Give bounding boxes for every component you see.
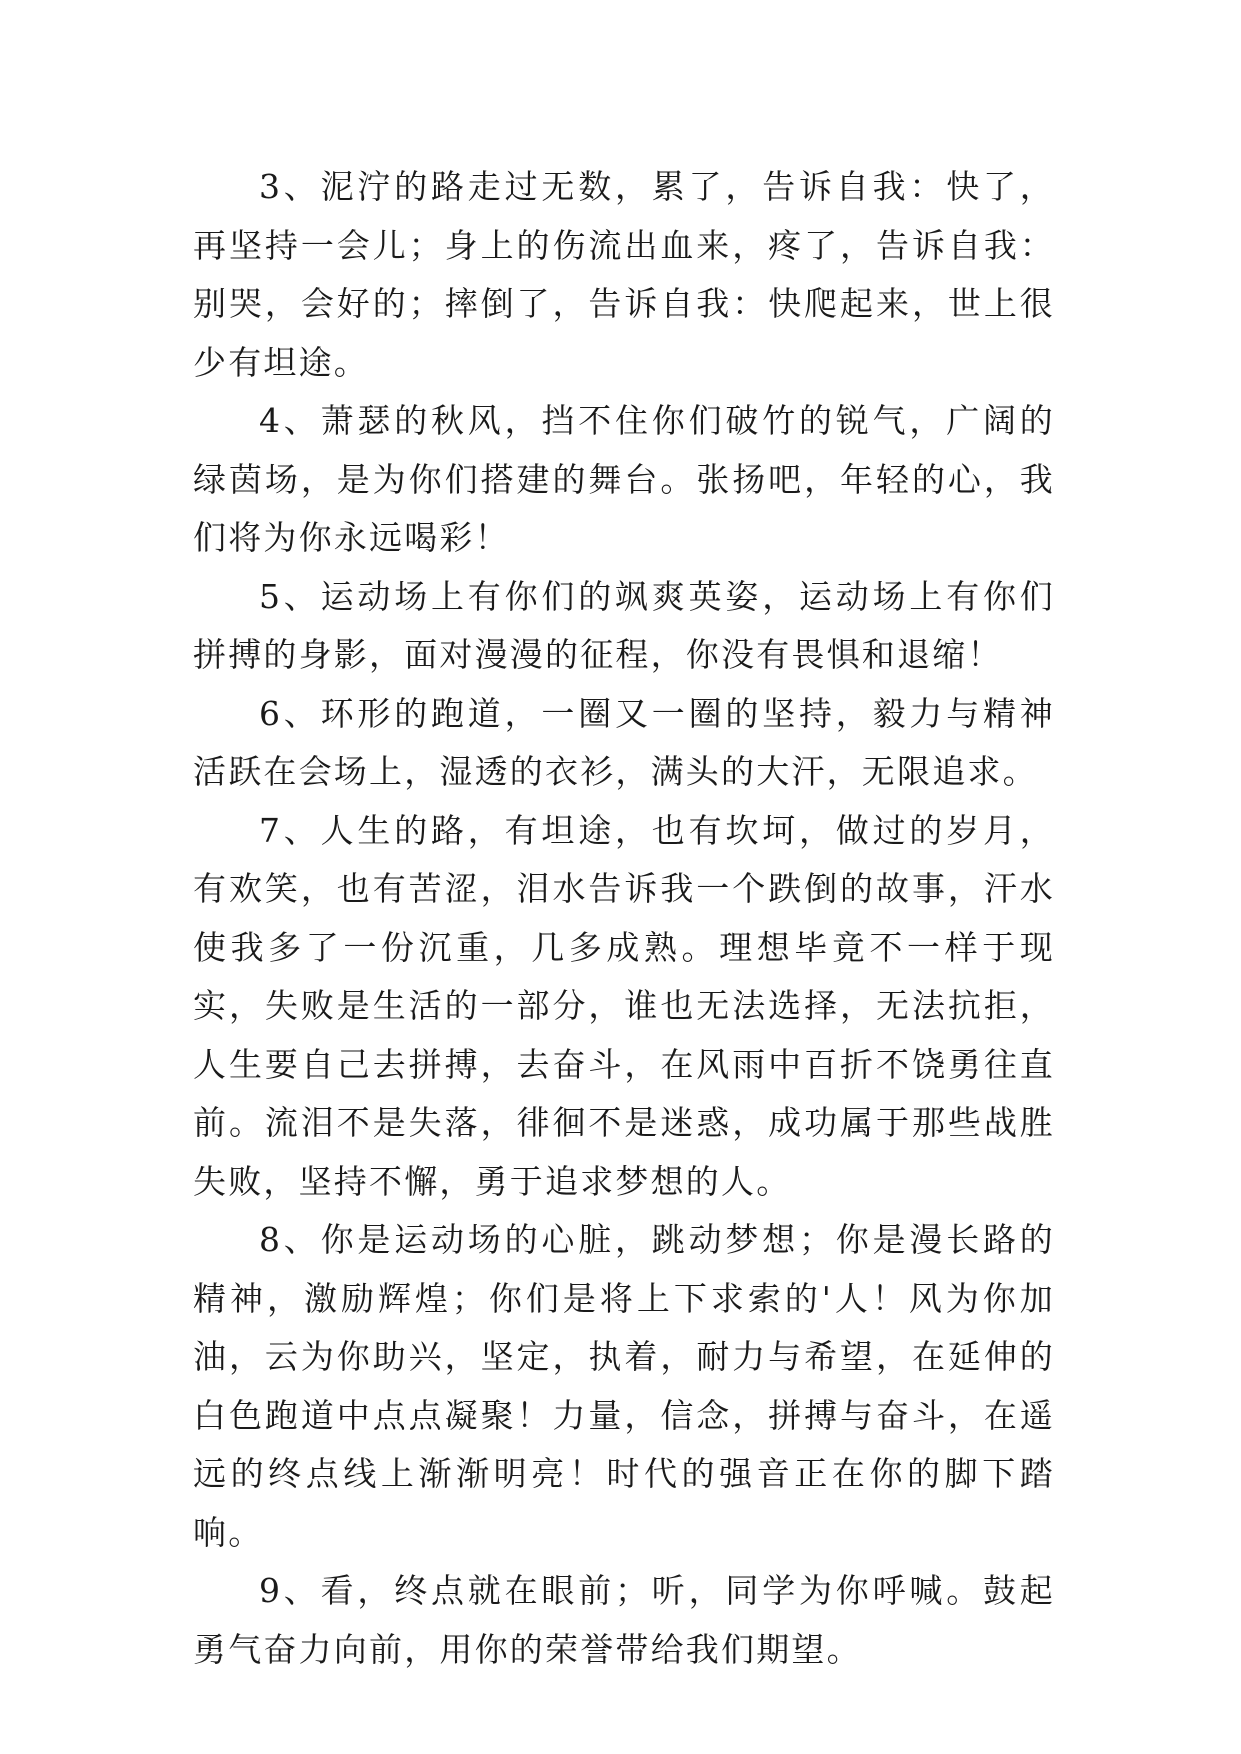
paragraph-9: 9、看，终点就在眼前；听，同学为你呼喊。鼓起勇气奋力向前，用你的荣誉带给我们期望。 (193, 1571, 1055, 1669)
paragraph-7: 7、人生的路，有坦途，也有坎坷，做过的岁月，有欢笑，也有苦涩，泪水告诉我一个跌倒的故事，汗水使我多了一份沉重，几多成熟。理想毕竟不一样于现实，失败是生活的一部分，谁也无法选择，无法抗拒，人生要自己去拼搏，去奋斗，在风雨中百折不饶勇往直前。流泪不是失落，徘徊不是迷惑，成功属于那些战胜失败，坚持不懈，勇于追求梦想的人。 (193, 810, 1055, 1201)
paragraph-5: 5、运动场上有你们的飒爽英姿，运动场上有你们拼搏的身影，面对漫漫的征程，你没有畏惧和退缩！ (193, 576, 1055, 674)
paragraph-4: 4、萧瑟的秋风，挡不住你们破竹的锐气，广阔的绿茵场，是为你们搭建的舞台。张扬吧，年轻的心，我们将为你永远喝彩！ (193, 401, 1055, 557)
paragraph-8: 8、你是运动场的心脏，跳动梦想；你是漫长路的精神，激励辉煌；你们是将上下求索的'人！风为你加油，云为你助兴，坚定，执着，耐力与希望，在延伸的白色跑道中点点凝聚！力量，信念，拼搏与奋斗，在遥远的终点线上渐渐明亮！时代的强音正在你的脚下踏响。 (193, 1220, 1055, 1552)
paragraph-6: 6、环形的跑道，一圈又一圈的坚持，毅力与精神活跃在会场上，湿透的衣衫，满头的大汗，无限追求。 (193, 693, 1055, 791)
document-body (193, 158, 1055, 1679)
paragraph-3: 3、泥泞的路走过无数，累了，告诉自我：快了，再坚持一会儿；身上的伤流出血来，疼了，告诉自我：别哭，会好的；摔倒了，告诉自我：快爬起来，世上很少有坦途。 (193, 167, 1055, 382)
